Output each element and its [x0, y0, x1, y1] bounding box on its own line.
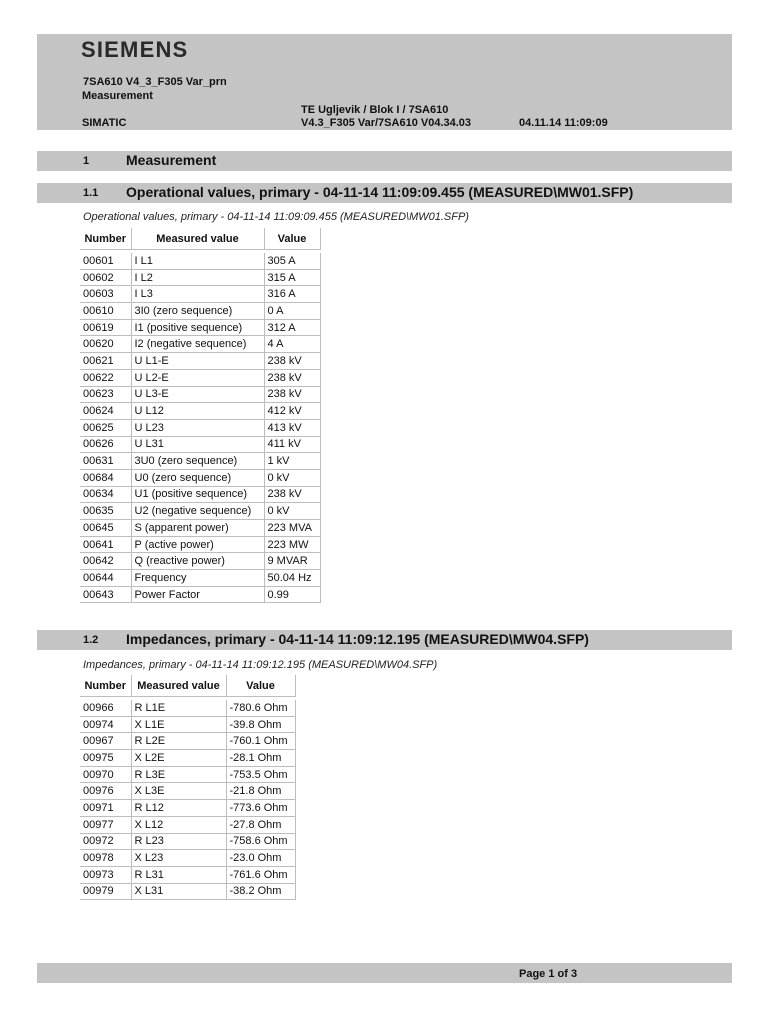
cell-measured-value: U L1-E [131, 353, 264, 370]
cell-measured-value: P (active power) [131, 536, 264, 553]
cell-value: 238 kV [264, 486, 320, 503]
table-caption: Impedances, primary - 04-11-14 11:09:12.195 (MEASURED\MW04.SFP) [83, 659, 438, 671]
cell-measured-value: I2 (negative sequence) [131, 336, 264, 353]
column-header-number: Number [80, 228, 131, 250]
cell-measured-value: X L1E [131, 716, 226, 733]
cell-number: 00621 [80, 353, 131, 370]
cell-measured-value: I L2 [131, 269, 264, 286]
cell-measured-value: I L3 [131, 286, 264, 303]
cell-number: 00635 [80, 503, 131, 520]
cell-measured-value: I L1 [131, 253, 264, 269]
cell-number: 00623 [80, 386, 131, 403]
cell-number: 00684 [80, 469, 131, 486]
table-row [80, 386, 320, 403]
table-row [80, 800, 295, 817]
cell-number: 00620 [80, 336, 131, 353]
cell-number: 00626 [80, 436, 131, 453]
cell-value: -39.8 Ohm [226, 716, 295, 733]
table-row [80, 520, 320, 537]
cell-number: 00642 [80, 553, 131, 570]
cell-measured-value: R L2E [131, 733, 226, 750]
document-title: 7SA610 V4_3_F305 Var_prn [83, 76, 227, 88]
table-row [80, 353, 320, 370]
version-label: V4.3_F305 Var/7SA610 V04.34.03 [301, 117, 472, 129]
cell-measured-value: Frequency [131, 570, 264, 587]
cell-value: -780.6 Ohm [226, 700, 295, 716]
cell-value: 0 A [264, 303, 320, 320]
table-row [80, 570, 320, 587]
cell-value: 413 kV [264, 419, 320, 436]
table-header-row [80, 675, 295, 697]
section-title: Measurement [126, 152, 217, 168]
table-row [80, 503, 320, 520]
cell-value: 305 A [264, 253, 320, 269]
cell-measured-value: U2 (negative sequence) [131, 503, 264, 520]
cell-number: 00971 [80, 800, 131, 817]
cell-measured-value: X L23 [131, 850, 226, 867]
cell-measured-value: Q (reactive power) [131, 553, 264, 570]
section-number: 1.2 [83, 634, 99, 646]
cell-number: 00966 [80, 700, 131, 716]
column-header-measured: Measured value [131, 675, 226, 697]
plant-label: TE Ugljevik / Blok I / 7SA610 [301, 104, 449, 116]
table-row [80, 766, 295, 783]
cell-value: 4 A [264, 336, 320, 353]
cell-number: 00972 [80, 833, 131, 850]
cell-number: 00970 [80, 766, 131, 783]
cell-value: 316 A [264, 286, 320, 303]
cell-value: -38.2 Ohm [226, 883, 295, 900]
cell-number: 00601 [80, 253, 131, 269]
table-row [80, 586, 320, 603]
section-1-bar [37, 151, 732, 171]
table-header-row [80, 228, 320, 250]
cell-measured-value: X L2E [131, 750, 226, 767]
cell-number: 00625 [80, 419, 131, 436]
cell-number: 00631 [80, 453, 131, 470]
cell-number: 00975 [80, 750, 131, 767]
cell-number: 00974 [80, 716, 131, 733]
cell-measured-value: U L31 [131, 436, 264, 453]
cell-number: 00624 [80, 403, 131, 420]
operational-values-table [80, 228, 321, 603]
cell-value: 238 kV [264, 369, 320, 386]
table-row [80, 269, 320, 286]
cell-number: 00973 [80, 866, 131, 883]
cell-measured-value: U L2-E [131, 369, 264, 386]
cell-measured-value: Power Factor [131, 586, 264, 603]
cell-value: 1 kV [264, 453, 320, 470]
cell-value: 238 kV [264, 353, 320, 370]
cell-number: 00622 [80, 369, 131, 386]
table-row [80, 866, 295, 883]
cell-measured-value: U L12 [131, 403, 264, 420]
table-row [80, 750, 295, 767]
cell-value: 0 kV [264, 469, 320, 486]
cell-value: -758.6 Ohm [226, 833, 295, 850]
table-row [80, 453, 320, 470]
cell-value: 223 MW [264, 536, 320, 553]
cell-value: 238 kV [264, 386, 320, 403]
impedances-table [80, 675, 296, 900]
table-row [80, 850, 295, 867]
column-header-measured: Measured value [131, 228, 264, 250]
cell-number: 00645 [80, 520, 131, 537]
section-1-1-bar [37, 183, 732, 203]
cell-measured-value: U1 (positive sequence) [131, 486, 264, 503]
table-row [80, 783, 295, 800]
column-header-number: Number [80, 675, 131, 697]
table-row [80, 833, 295, 850]
cell-measured-value: R L12 [131, 800, 226, 817]
table-row [80, 486, 320, 503]
cell-measured-value: 3I0 (zero sequence) [131, 303, 264, 320]
cell-value: -773.6 Ohm [226, 800, 295, 817]
section-number: 1 [83, 155, 90, 167]
page-number: Page 1 of 3 [519, 968, 578, 980]
cell-number: 00603 [80, 286, 131, 303]
cell-measured-value: U L3-E [131, 386, 264, 403]
column-header-value: Value [226, 675, 295, 697]
table-row [80, 536, 320, 553]
cell-value: -761.6 Ohm [226, 866, 295, 883]
table-row [80, 883, 295, 900]
cell-measured-value: R L23 [131, 833, 226, 850]
cell-measured-value: X L31 [131, 883, 226, 900]
cell-value: -23.0 Ohm [226, 850, 295, 867]
cell-measured-value: I1 (positive sequence) [131, 319, 264, 336]
cell-number: 00976 [80, 783, 131, 800]
cell-measured-value: 3U0 (zero sequence) [131, 453, 264, 470]
cell-value: 315 A [264, 269, 320, 286]
table-row [80, 286, 320, 303]
table-row [80, 369, 320, 386]
cell-value: -760.1 Ohm [226, 733, 295, 750]
cell-number: 00979 [80, 883, 131, 900]
section-1-2-bar [37, 630, 732, 650]
cell-number: 00978 [80, 850, 131, 867]
column-header-value: Value [264, 228, 320, 250]
cell-value: -753.5 Ohm [226, 766, 295, 783]
table-row [80, 253, 320, 269]
cell-value: 50.04 Hz [264, 570, 320, 587]
table-row [80, 700, 295, 716]
table-row [80, 403, 320, 420]
cell-number: 00644 [80, 570, 131, 587]
section-number: 1.1 [83, 187, 99, 199]
table-caption: Operational values, primary - 04-11-14 11:09:09.455 (MEASURED\MW01.SFP) [83, 211, 469, 223]
cell-measured-value: X L12 [131, 816, 226, 833]
table-row [80, 319, 320, 336]
cell-value: 312 A [264, 319, 320, 336]
cell-value: -21.8 Ohm [226, 783, 295, 800]
document-subtitle: Measurement [82, 90, 153, 102]
cell-value: -27.8 Ohm [226, 816, 295, 833]
table-row [80, 553, 320, 570]
table-row [80, 716, 295, 733]
cell-measured-value: X L3E [131, 783, 226, 800]
table-row [80, 733, 295, 750]
table-row [80, 336, 320, 353]
cell-measured-value: U0 (zero sequence) [131, 469, 264, 486]
cell-value: 0.99 [264, 586, 320, 603]
cell-value: 0 kV [264, 503, 320, 520]
cell-value: -28.1 Ohm [226, 750, 295, 767]
section-title: Impedances, primary - 04-11-14 11:09:12.195 (MEASURED\MW04.SFP) [126, 631, 589, 647]
table-row [80, 436, 320, 453]
brand-label: SIMATIC [82, 117, 127, 129]
table-row [80, 816, 295, 833]
cell-number: 00619 [80, 319, 131, 336]
table-row [80, 469, 320, 486]
cell-measured-value: R L1E [131, 700, 226, 716]
table-row [80, 303, 320, 320]
cell-measured-value: R L3E [131, 766, 226, 783]
cell-number: 00641 [80, 536, 131, 553]
document-header [37, 34, 732, 130]
cell-number: 00602 [80, 269, 131, 286]
cell-measured-value: S (apparent power) [131, 520, 264, 537]
page-footer [37, 963, 732, 983]
table-row [80, 419, 320, 436]
cell-number: 00977 [80, 816, 131, 833]
siemens-logo: SIEMENS [81, 37, 189, 62]
cell-measured-value: R L31 [131, 866, 226, 883]
cell-number: 00634 [80, 486, 131, 503]
cell-number: 00643 [80, 586, 131, 603]
datetime-label: 04.11.14 11:09:09 [519, 117, 608, 129]
cell-number: 00610 [80, 303, 131, 320]
cell-number: 00967 [80, 733, 131, 750]
section-title: Operational values, primary - 04-11-14 11:09:09.455 (MEASURED\MW01.SFP) [126, 184, 634, 200]
cell-value: 411 kV [264, 436, 320, 453]
cell-value: 9 MVAR [264, 553, 320, 570]
cell-value: 223 MVA [264, 520, 320, 537]
cell-measured-value: U L23 [131, 419, 264, 436]
cell-value: 412 kV [264, 403, 320, 420]
